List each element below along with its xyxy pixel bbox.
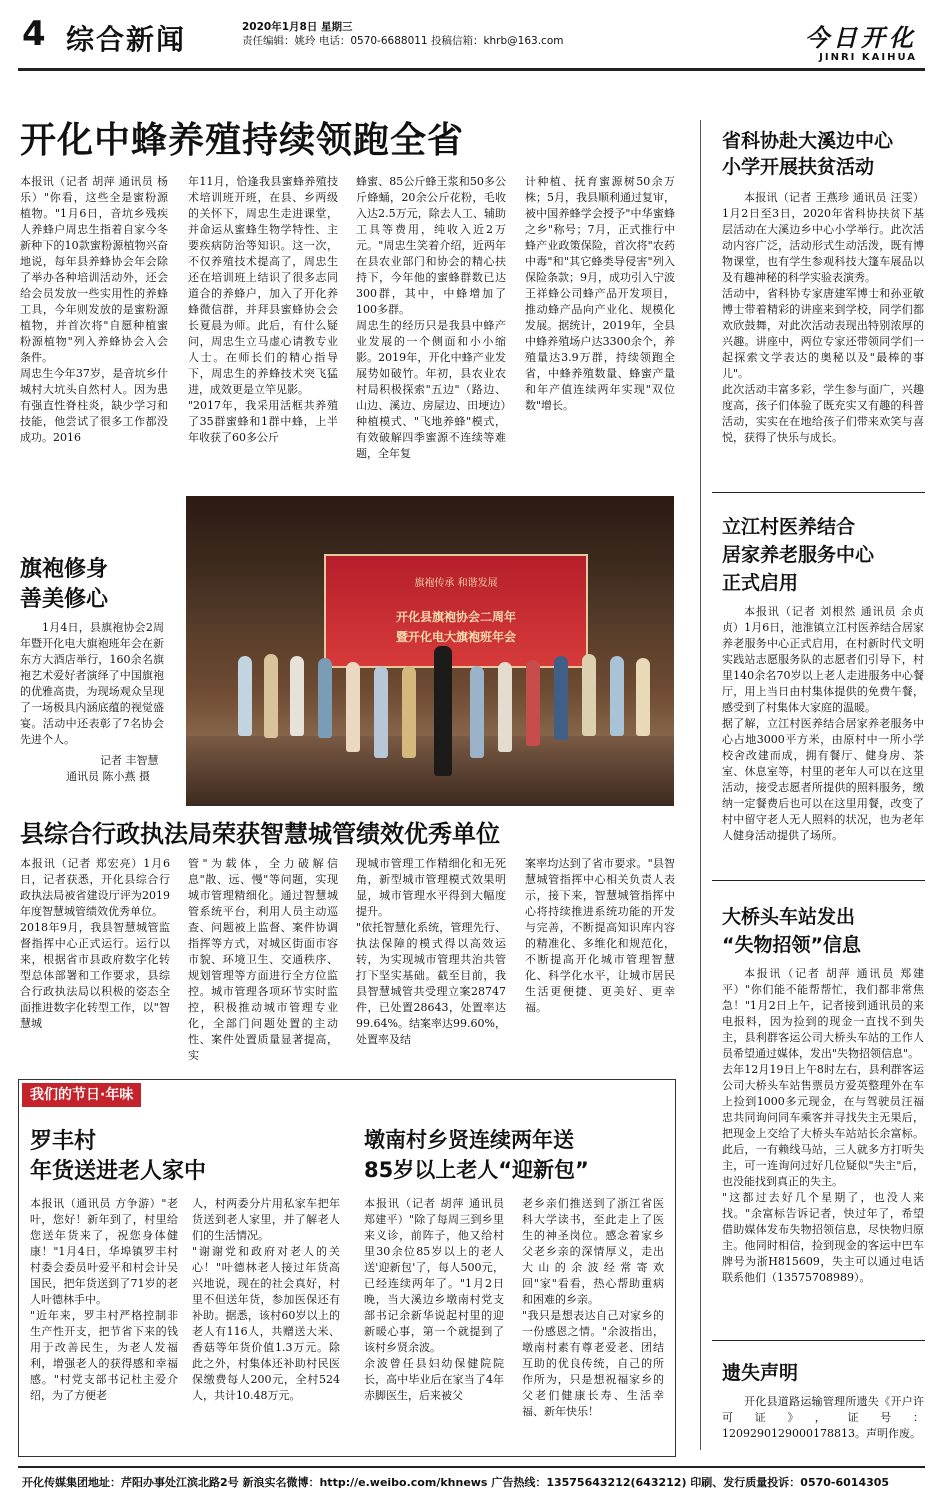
holiday-left-column-2: 人，村两委分片用私家车把年货送到老人家里，并了解老人们的生活情况。 "谢谢党和政府对老人的关心！"叶德林老人接过年货高兴地说，现在的社会真好，村里不但送年货，参加医保还有补助。据悉，该村60岁以上的老人有116人，共赠送大米、香菇等年货价值1.3万元。除此之外，村集体还补助村民医保缴费每人200元，全村524人，共计10.48万元。	[192, 1197, 340, 1402]
footer-info: 开化传媒集团地址：芹阳办事处江滨北路2号 新浪实名微博：http://e.weibo.com/khnews 广告热线：13575643212(643212) 印刷、发行质量投诉：0570-6014305	[22, 1476, 890, 1489]
performer	[264, 654, 278, 738]
screen-text-3: 暨开化电大旗袍班年会	[395, 630, 516, 644]
qipao-event-photo	[186, 496, 674, 806]
performer	[582, 654, 596, 736]
holiday-right-column-2: 老乡亲们推送到了浙江省医科大学读书，至此走上了医生的神圣岗位。感念着家乡父老乡亲的深情厚义，走出大山的余波经常寄欢回"家"看看，热心帮助重病和困难的乡亲。 "我只是想表达自己对家乡的一份感恩之情。"余波指出，墩南村素有尊老爱老、团结互助的优良传统，自己的所作所为，只是想祝福家乡的父老们健康长寿、生活幸福、新年快乐！	[522, 1197, 664, 1418]
holiday-right-headline-1: 墩南村乡贤连续两年送	[364, 1128, 574, 1152]
lead-column-3: 蜂蜜、85公斤蜂王浆和50多公斤蜂蛹，20余公斤花粉，毛收入达2.5万元，除去人工、辅助工具等费用，纯收入近2万元。"周忠生笑着介绍，近两年在县农业部门和协会的精心扶持下，今年他的蜜蜂群数已达300群，其中，中蜂增加了100多群。 周忠生的经历只是我县中蜂产业发展的一个侧面和小小缩影。2019年，开化中蜂产业发展势如破竹。年初，县农业农村局积极探索"五边"（路边、山边、溪边、房屋边、田埂边）种植模式、"飞地养蜂"模式，有效破解四季蜜源不连续等难题，全年复	[356, 175, 506, 460]
performer	[526, 660, 540, 746]
divider	[712, 880, 925, 881]
page-number: 4	[22, 14, 46, 54]
qipao-headline-1: 旗袍修身	[20, 557, 109, 582]
lead-column-2: 年11月，恰逢我县蜜蜂养殖技术培训班开班，在县、乡两级的关怀下，周忠生走进课堂，并命运从蜜蜂生物学特性、主要疾病防治等知识。这一次，不仅养殖技术提高了，周忠生还在培训班上结识了很多志同道合的养蜂户，加入了开化养蜂微信群，并拜县蜜蜂协会会长夏晨为师。此后，有什么疑问，周忠生立马虚心请教专业人士。在师长们的精心指导下，周忠生的养蜂技术突飞猛进，成效更是立竿见影。 "2017年，我采用活框共养殖了35群蜜蜂和1群中蜂，上半年收获了60多公斤	[188, 175, 338, 444]
elder-headline-2: 居家养老服务中心	[722, 544, 875, 566]
masthead-rule	[18, 68, 925, 71]
lost-body: 本报讯（记者 胡萍 通讯员 郑建平）"你们能不能帮帮忙，我们都非常焦急！"1月2日上午，记者接到通讯员的来电报料，因为捡到的现金一直找不到失主，县利群客运公司大桥头车站的工作人员希望通过媒体，发出"失物招领信息"。 去年12月19日上午8时左右，县利群客运公司大桥头车站售票员方爱英整理外在车上捡到1000多元现金，在与驾驶员汪福忠共同询问同车乘客并寻找失主无果后，把现金上交给了大桥头车站站长余富标。此后，一有赖线马站，三人就多方打听失主，可一连询问过好几位疑似"失主"后，也没能找到真正的失主。 "这都过去好几个星期了，也没人来找。"余富标告诉记者，快过年了，希望借助媒体发布失物招领信息，尽快物归原主。他同时相信，捡到现金的客运中巴车牌号为浙H815609，失主可以通过电话联系他们（13575708989）。	[722, 967, 924, 1284]
holiday-right-headline-2: 85岁以上老人“迎新包”	[364, 1158, 589, 1182]
performer	[498, 662, 512, 752]
brand-latin: JINRI KAIHUA	[819, 52, 917, 63]
notice-body: 开化县道路运输管理所遗失《开户许可证》，证号：1209290129000178813。声明作废。	[722, 1395, 924, 1440]
lost-headline-2: “失物招领”信息	[722, 934, 861, 956]
lead-headline: 开化中蜂养殖持续领跑全省	[20, 120, 465, 161]
city-column-1: 本报讯（记者 郑宏亮）1月6日，记者获悉，开化县综合行政执法局被省建设厅评为2019年度智慧城管绩效优秀单位。 2018年9月，我县智慧城管监督指挥中心正式运行。运行以来，根据省市县政府数字化转型总体部署和工作要求，县综合行政执法局以积极的姿态全面推进数字化转型工作，以"智慧城	[20, 857, 170, 1030]
qipao-headline-2: 善美修心	[20, 587, 109, 612]
editor-line: 责任编辑：姚玲 电话：0570-6688011 投稿信箱：khrb@163.com	[242, 35, 564, 47]
divider	[712, 492, 925, 493]
performer	[238, 656, 252, 736]
holiday-right-column-1: 本报讯（记者 胡萍 通讯员 郑建平）"除了每周三到乡里来义诊，前阵子，他又给村里30余位85岁以上的老人送'迎新包'了，每人500元，已经连续两年了。"1月2日晚，当大溪边乡墩南村党支部书记余新华说起村里的迎新暖心事，第一个就提到了该村乡贤余波。 余波曾任县妇幼保健院院长，高中毕业后在家当了4年赤脚医生，后来被父	[364, 1197, 504, 1402]
city-column-4: 案率均达到了省市要求。"县智慧城管指挥中心相关负责人表示，接下来，智慧城管指挥中心将持续推进系统功能的开发与完善，不断提高知识库内容的精准化、多维化和规范化，不断提高开化城市管理智慧化、科学化水平，让城市居民生活更便捷、更美好、更幸福。	[525, 857, 675, 1014]
date-line: 2020年1月8日 星期三	[242, 21, 353, 33]
performer	[346, 662, 360, 752]
city-column-3: 现城市管理工作精细化和无死角，新型城市管理模式效果明显，城市管理水平得到大幅度提升。 "依托智慧化系统，管理先行、执法保障的模式得以高效运转，为实现城市管理共治共管打下坚实基础。截至目前，我县智慧城管共受理立案28747件，已处置28643，处置率达99.64%。结案率达99.60%，处置率及结	[356, 857, 506, 1046]
lost-headline-1: 大桥头车站发出	[722, 906, 856, 928]
holiday-left-column-1: 本报讯（通讯员 方争游）"老叶，您好！新年到了，村里给您送年货来了，祝您身体健康！"1月4日，华埠镇罗丰村村委会委员叶爱平和村会计吴国民，把年货送到了71岁的老人叶德林手中。 "近年来，罗丰村严格控制非生产性开支，把节省下来的钱用于改善民生，为老人发福利，增强老人的获得感和幸福感。"村党支部书记杜主爱介绍，为了方便老	[30, 1197, 178, 1402]
holiday-left-headline-1: 罗丰村	[30, 1129, 97, 1154]
city-column-2: 管"为载体，全力破解信息"散、远、慢"等问题，实现城市管理精细化。通过智慧城管系统平台，利用人员主动巡查、问题被上监督、案件协调指挥等方式，对城区街面市容市貌、环境卫生、交通秩序、规划管理等方面进行全方位监控。城市管理各项环节实时监控，积极推动城市管理专业化，全部门问题处置的主动性、案件处置质量显著提高，实	[188, 857, 338, 1062]
lead-column-1: 本报讯（记者 胡萍 通讯员 杨乐）"你看，这些全是蜜粉源植物。"1月6日，音坑乡残疾人养蜂户周忠生指着自家今冬新种下的10款蜜粉源植物兴奋地说，每年县养蜂协会年会除了举办各种培训活动外，还会给会员发放一些实用性的养蜂工具，今年则发放的是蜜粉源植物，并首次将"自愿种植蜜粉源植物"列入养蜂协会入会条件。 周忠生今年37岁，是音坑乡什城村大坑头自然村人。因为患有强直性脊柱炎，缺少学习和技能，他尝试了很多工作都没成功。2016	[20, 175, 168, 444]
performer	[318, 658, 332, 738]
screen-text-1: 旗袍传承 和谐发展	[414, 578, 498, 589]
qipao-byline-2: 通讯员 陈小燕 摄	[66, 770, 150, 783]
performer	[554, 656, 568, 740]
sci-headline-1: 省科协赴大溪边中心	[722, 130, 894, 152]
elder-headline-3: 正式启用	[722, 572, 799, 594]
performer	[402, 666, 416, 758]
sci-body: 本报讯（记者 王燕珍 通讯员 汪雯）1月2日至3日，2020年省科协扶贫下基层活动在大溪边乡中心小学举行。此次活动内容广泛，活动形式生动活泼，既有博物课堂，也有学生参观科技大篷车展品以及有趣神秘的科学实验表演秀。 活动中，省科协专家唐建军博士和孙亚敏博士带着精彩的讲座来到学校，同学们都欢欣鼓舞，对此次活动表现出特别浓厚的兴趣。讲座中，两位专家还带领同学们一起探索文学表达的奥秘以及"最棒的事儿"。 此次活动丰富多彩，学生参与面广，兴趣度高，孩子们体验了既充实又有趣的科普活动，实实在在地给孩子们带来欢笑与喜悦，获得了快乐与成长。	[722, 191, 924, 444]
performer	[470, 666, 484, 758]
performer	[290, 656, 304, 736]
elder-headline-1: 立江村医养结合	[722, 516, 856, 538]
stage-floor	[186, 736, 674, 806]
qipao-body: 1月4日，县旗袍协会2周年暨开化电大旗袍班年会在新东方大酒店举行，160余名旗袍艺术爱好者演绎了中国旗袍的优雅高贵，为现场观众呈现了一场极具内涵底蕴的视觉盛宴。活动中还表彰了7名协会先进个人。	[20, 621, 164, 746]
section-title: 综合新闻	[66, 23, 187, 56]
holiday-left-headline-2: 年货送进老人家中	[30, 1159, 207, 1184]
performer	[434, 646, 452, 776]
city-headline: 县综合行政执法局荣获智慧城管绩效优秀单位	[20, 820, 500, 848]
performer	[636, 658, 650, 736]
footer-rule	[18, 1466, 925, 1468]
divider	[712, 1340, 925, 1341]
screen-text-2: 开化县旗袍协会二周年	[395, 610, 516, 624]
elder-body: 本报讯（记者 刘根然 通讯员 余贞贞）1月6日，池淮镇立江村医养结合居家养老服务中心正式启用，在村新时代文明实践站志愿服务队的志愿者们引导下，村里140余名70岁以上老人走进服务中心餐厅，用上当日由村集体提供的免费午餐，感受到了村集体大家庭的温暖。 据了解，立江村医养结合居家养老服务中心占地3000平方米，由原村中一所小学校舍改建而成，拥有餐厅、健身房、茶室、休息室等，村里的老年人可以在这里活动，接受志愿者所提供的照料服务，缴纳一定餐费后也可以在这里用餐，改变了村中留守老人无人照料的状况，也为老年人健身活动提供了场所。	[722, 605, 924, 842]
performer	[610, 656, 624, 736]
stage-screen	[324, 554, 588, 668]
performer	[374, 666, 388, 758]
qipao-byline-1: 记者 丰智慧	[100, 754, 159, 767]
holiday-section-tag: 我们的节日·年味	[22, 1083, 141, 1107]
right-column-rule	[700, 120, 701, 1450]
brand-logo: 今日开化	[805, 23, 917, 52]
lead-column-4: 计种植、抚育蜜源树50余万株；5月，我县顺利通过复审，被中国养蜂学会授予"中华蜜蜂之乡"称号；7月，正式推行中蜂产业政策保险，首次将"农药中毒"和"其它蜂类导侵害"列入保险条款；9月，成功引入宁波王祥蜂公司蜂产品开发项目，推动蜂产品向产业化、规模化发展。据统计，2019年，全县中蜂养殖场户达3300余个，养殖量达3.9万群，持续领跑全省，中蜂养殖数量、蜂蜜产量和年产值连续两年实现"双位数"增长。	[525, 175, 675, 412]
notice-headline: 遗失声明	[722, 1362, 799, 1384]
sci-headline-2: 小学开展扶贫活动	[722, 156, 875, 178]
